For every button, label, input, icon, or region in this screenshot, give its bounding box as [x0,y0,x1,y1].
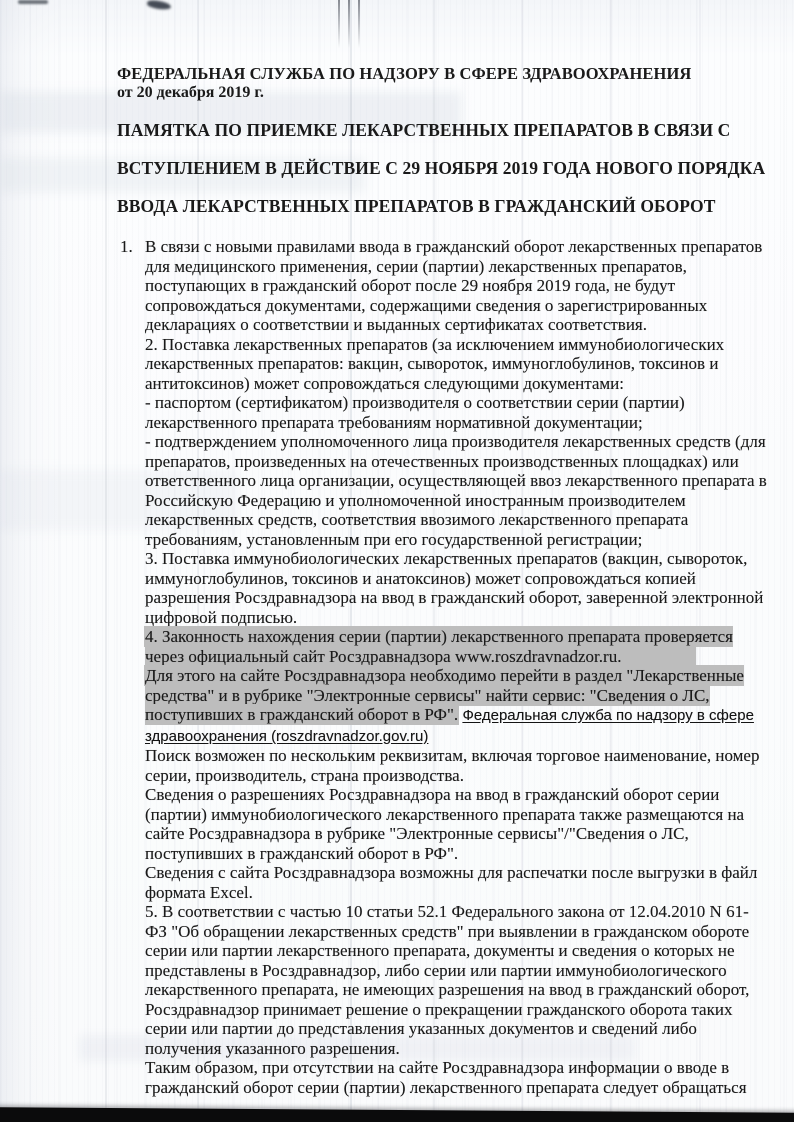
scan-streak-cluster [338,0,364,48]
paragraph-3: 3. Поставка иммунобиологических лекарственных препаратов (вакцин, сывороток, иммуноглобулинов, токсинов и анатоксинов) может сопровождаться копией разрешения Росздравнадзора на ввод в гражданский оборот, заверенной электронной цифровой подписью. [145,549,764,627]
paragraph-4-highlight-text-2: Для этого на сайте Росздравнадзора необходимо перейти в раздел "Лекарственные средства" и в рубрике "Электронные сервисы" найти сервис: "Сведения о ЛС, поступивших в гражданский оборот в РФ". [145,666,744,724]
paragraph-4-continued [145,666,767,746]
paragraph-4-highlighted [145,627,767,666]
paragraph-conclusion: Таким образом, при отсутствии на сайте Росздравнадзора информации о вводе в гражданский оборот серии (партии) лекарственного препарата следует обращаться [145,1058,747,1097]
doc-title-line-2: ВСТУПЛЕНИЕМ В ДЕЙСТВИЕ С 29 НОЯБРЯ 2019 ГОДА НОВОГО ПОРЯДКА [117,158,766,178]
list-item-1-number: 1. [120,237,133,256]
document [117,64,779,1097]
doc-body [117,237,767,1097]
roszdravnadzor-link[interactable]: Федеральная служба по надзору в сфере здравоохранения (roszdravnadzor.gov.ru) [145,707,754,745]
scan-smudge [18,0,48,4]
scan-smudge [147,0,172,11]
paragraph-excel: Сведения с сайта Росздравнадзора возможны для распечатки после выгрузки в файл формата Excel. [145,863,758,902]
paragraph-2: 2. Поставка лекарственных препаратов (за исключением иммунобиологических лекарственных препаратов: вакцин, сывороток, иммуноглобулинов, токсинов и антитоксинов) может сопровождаться следующими документами: [145,334,725,393]
list-item-1-text: В связи с новыми правилами ввода в гражданский оборот лекарственных препаратов для медицинского применения, серии (партии) лекарственных препаратов, поступающих в гражданский оборот после 29 ноября 2019 года, не будут сопровождаться документами, содержащими сведения о зарегистрированных декларациях о соответствии и выданных сертификатах соответствия. [145,237,763,334]
scan-streak [105,0,107,1122]
paragraph-4-highlight-text: 4. Законность нахождения серии (партии) лекарственного препарата проверяется через официальный сайт Росздравнадзора www.roszdravnadzor.ru. [145,627,733,666]
scan-bottom-edge [0,1107,794,1122]
org-name: ФЕДЕРАЛЬНАЯ СЛУЖБА ПО НАДЗОРУ В СФЕРЕ ЗДРАВООХРАНЕНИЯ [117,64,692,83]
list-item-1 [120,237,767,335]
doc-title-line-3: ВВОДА ЛЕКАРСТВЕННЫХ ПРЕПАРАТОВ В ГРАЖДАНСКИЙ ОБОРОТ [117,196,716,216]
doc-title-line-1: ПАМЯТКА ПО ПРИЕМКЕ ЛЕКАРСТВЕННЫХ ПРЕПАРАТОВ В СВЯЗИ С [117,120,731,140]
paragraph-search: Поиск возможен по нескольким реквизитам, включая торговое наименование, номер серии, производитель, страна производства. [145,746,760,785]
paragraph-permissions: Сведения о разрешениях Росздравнадзора на ввод в гражданский оборот серии (партии) иммунобиологического лекарственного препарата также размещаются на сайте Росздравнадзора в рубрике "Электронные сервисы"/"Сведения о ЛС, поступивших в гражданский оборот в РФ". [145,785,745,863]
doc-date: от 20 декабря 2019 г. [117,84,264,101]
paragraph-2-dash-1: - паспортом (сертификатом) производителя о соответствии серии (партии) лекарственного препарата требованиям нормативной документации; [145,393,685,432]
paragraph-5: 5. В соответствии с частью 10 статьи 52.1 Федерального закона от 12.04.2010 N 61-ФЗ "Об обращении лекарственных средств" при выявлении в гражданском обороте серии или партии лекарственного препарата, документы и сведения о которых не представлены в Росздравнадзор, либо серии или партии иммунобиологического лекарственного препарата, не имеющих разрешения на ввод в гражданский оборот, Росздравнадзор принимает решение о прекращении гражданского оборота таких серии или партии до представления указанных документов и сведений либо получения указанного разрешения. [145,902,750,1058]
doc-title [117,111,779,225]
paragraph-2-dash-2: - подтверждением уполномоченного лица производителя лекарственных средств (для препаратов, произведенных на отечественных производственных площадках) или ответственного лица организации, осуществляющей ввоз лекарственного препарата в Российскую Федерацию и уполномоченной иностранным производителем лекарственных средств, соответствия ввозимого лекарственного препарата требованиям, установленным при его государственной регистрации; [145,432,767,549]
